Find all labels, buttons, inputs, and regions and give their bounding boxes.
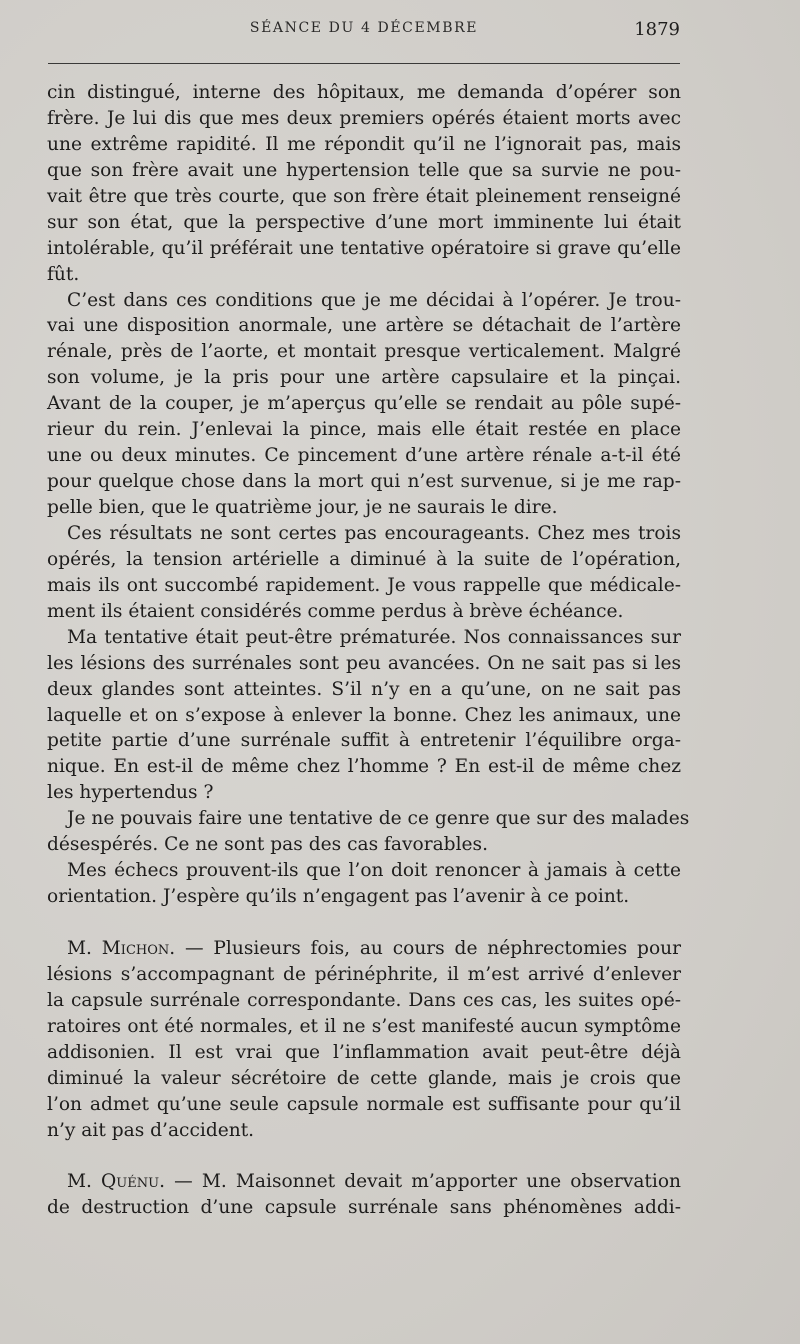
text-line: addisonien. Il est vrai que l’inflammation avait peut-être déjà — [47, 1041, 681, 1063]
paragraph — [47, 806, 690, 858]
text-line: Ma tentative était peut-être prématurée. Nos connaissances sur — [67, 626, 681, 648]
text-line: Avant de la couper, je m’aperçus qu’elle se rendait au pôle supé- — [47, 393, 681, 415]
text-line: rénale, près de l’aorte, et montait presque verticalement. Malgré — [47, 341, 681, 363]
text-line — [47, 1169, 681, 1195]
text-line: Ces résultats ne sont certes pas encourageants. Chez mes trois — [67, 522, 681, 544]
paragraph — [47, 80, 681, 288]
text-line: une ou deux minutes. Ce pincement d’une artère rénale a-t-il été — [47, 445, 681, 467]
paragraph-gap — [47, 1143, 681, 1169]
text-line: désespérés. Ce ne sont pas des cas favorables. — [47, 834, 488, 856]
text-line: fût. — [47, 263, 80, 285]
text-line: sur son état, que la perspective d’une mort imminente lui était — [47, 211, 681, 233]
text-line: lésions s’accompagnant de périnéphrite, il m’est arrivé d’enlever — [47, 963, 681, 985]
text-line: petite partie d’une surrénale suffit à entretenir l’équilibre orga- — [47, 730, 681, 752]
paragraph — [47, 521, 681, 625]
text-line: une extrême rapidité. Il me répondit qu’il ne l’ignorait pas, mais — [47, 133, 681, 155]
text-line: les lésions des surrénales sont peu avancées. On ne sait pas si les — [47, 652, 681, 674]
text-line: ratoires ont été normales, et il ne s’est manifesté aucun symptôme — [47, 1015, 681, 1037]
text-line: vait être que très courte, que son frère était pleinement renseigné — [47, 185, 681, 207]
header-rule — [48, 63, 680, 64]
speaker-text: — Plusieurs fois, au cours de néphrectomies pour — [175, 937, 681, 959]
text-line: rieur du rein. J’enlevai la pince, mais elle était restée en place — [47, 419, 681, 441]
text-line: laquelle et on s’expose à enlever la bonne. Chez les animaux, une — [47, 704, 681, 726]
speaker-name: M. Quénu. — [67, 1171, 165, 1193]
text-line: de destruction d’une capsule surrénale sans phénomènes addi- — [47, 1197, 681, 1219]
paragraph-gap — [47, 910, 681, 936]
paragraph — [47, 288, 681, 521]
text-line: orientation. J’espère qu’ils n’engagent pas l’avenir à ce point. — [47, 886, 630, 908]
paragraph — [47, 858, 681, 910]
text-line: C’est dans ces conditions que je me décidai à l’opérer. Je trou- — [67, 289, 681, 311]
text-line: opérés, la tension artérielle a diminué à la suite de l’opération, — [47, 548, 681, 570]
text-line: frère. Je lui dis que mes deux premiers opérés étaient morts avec — [47, 107, 681, 129]
text-line: nique. En est-il de même chez l’homme ? En est-il de même chez — [47, 756, 681, 778]
text-line: les hypertendus ? — [47, 782, 214, 804]
paragraph — [47, 625, 681, 807]
text-line: ment ils étaient considérés comme perdus à brève échéance. — [47, 600, 624, 622]
text-line: la capsule surrénale correspondante. Dans ces cas, les suites opé- — [47, 989, 681, 1011]
running-head: SÉANCE DU 4 DÉCEMBRE — [249, 20, 479, 36]
text-line: que son frère avait une hypertension telle que sa survie ne pou- — [47, 159, 681, 181]
text-line — [47, 936, 681, 962]
page-number: 1879 — [634, 19, 680, 40]
text-line: Mes échecs prouvent-ils que l’on doit renoncer à jamais à cette — [67, 860, 681, 882]
speaker-name: M. Michon. — [67, 937, 176, 959]
text-line: cin distingué, interne des hôpitaux, me demanda d’opérer son — [47, 82, 681, 103]
body-text — [47, 80, 690, 1221]
quenu-intervention — [47, 1169, 681, 1221]
text-line: deux glandes sont atteintes. S’il n’y en a qu’une, on ne sait pas — [47, 678, 681, 700]
text-line: n’y ait pas d’accident. — [47, 1119, 255, 1141]
text-line: Je ne pouvais faire une tentative de ce genre que sur des malades — [67, 808, 690, 830]
text-line: son volume, je la pris pour une artère capsulaire et la pinçai. — [47, 367, 681, 389]
michon-intervention — [47, 936, 681, 1144]
speaker-text: — M. Maisonnet devait m’apporter une observation — [165, 1171, 682, 1193]
page-header — [48, 20, 680, 46]
text-line: pour quelque chose dans la mort qui n’est survenue, si je me rap- — [47, 471, 681, 493]
text-line: mais ils ont succombé rapidement. Je vous rappelle que médicale- — [47, 574, 681, 596]
text-line: l’on admet qu’une seule capsule normale est suffisante pour qu’il — [47, 1093, 681, 1115]
text-line: intolérable, qu’il préférait une tentative opératoire si grave qu’elle — [47, 237, 681, 259]
text-line: vai une disposition anormale, une artère se détachait de l’artère — [47, 315, 681, 337]
text-line: diminué la valeur sécrétoire de cette glande, mais je crois que — [47, 1067, 681, 1089]
text-line: pelle bien, que le quatrième jour, je ne saurais le dire. — [47, 497, 558, 518]
